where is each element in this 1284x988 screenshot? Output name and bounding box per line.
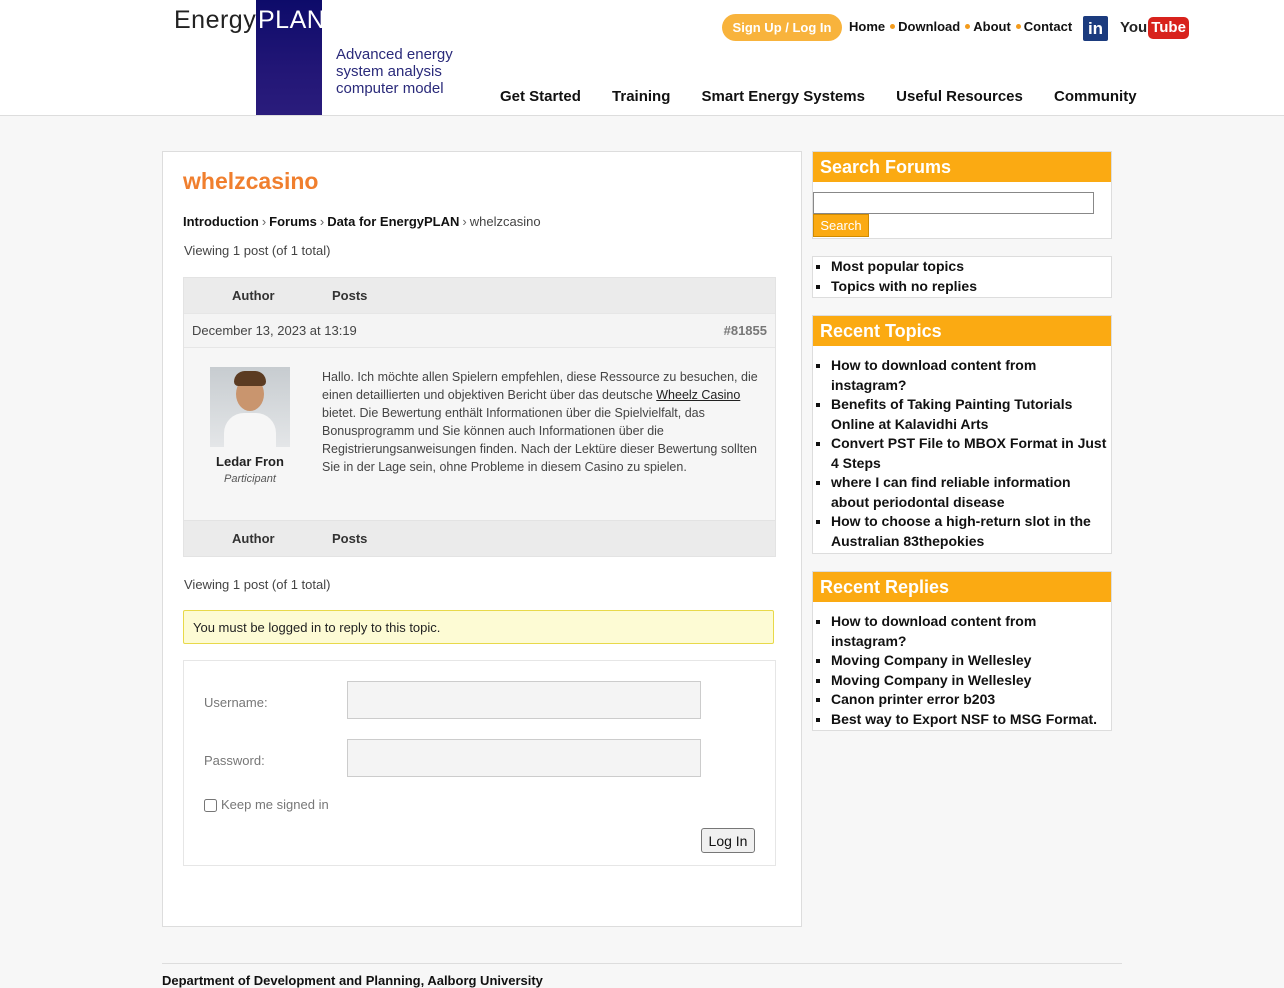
username-input[interactable] [347, 681, 701, 719]
nav-get-started[interactable]: Get Started [500, 88, 581, 105]
avatar[interactable] [210, 367, 290, 447]
recent-replies-list [813, 602, 1111, 729]
post-header [184, 313, 775, 347]
list-item[interactable] [831, 356, 1111, 395]
signup-login-button[interactable]: Sign Up / Log In [722, 14, 842, 41]
post-permalink[interactable]: #81855 [723, 323, 767, 338]
remember-me[interactable] [204, 797, 329, 812]
most-popular-topics-link[interactable]: Most popular topics [831, 258, 964, 274]
remember-me-checkbox[interactable] [204, 799, 217, 812]
breadcrumb-data-for-energyplan[interactable]: Data for EnergyPLAN [327, 214, 460, 229]
nav-community[interactable]: Community [1054, 88, 1137, 105]
breadcrumb-separator: › [261, 214, 267, 229]
list-item[interactable] [831, 671, 1111, 691]
top-link-download[interactable]: Download [898, 19, 961, 34]
footer-divider [162, 963, 1122, 964]
page-title: whelzcasino [183, 168, 319, 194]
tagline-line: system analysis [336, 63, 442, 80]
bullet-dot [890, 24, 895, 29]
breadcrumb-introduction[interactable]: Introduction [183, 214, 259, 229]
list-item[interactable] [831, 710, 1111, 730]
column-author: Author [232, 288, 275, 303]
footer-text: Department of Development and Planning, Aalborg University [162, 973, 543, 988]
recent-topics-widget [812, 315, 1112, 554]
avatar-hair [234, 371, 266, 386]
list-item[interactable] [831, 277, 1111, 297]
logo-energy-text[interactable]: Energy [174, 6, 257, 34]
forum-views-widget [812, 256, 1112, 298]
list-item[interactable] [831, 651, 1111, 671]
search-forums-widget [812, 151, 1112, 239]
recent-topics-title: Recent Topics [813, 316, 1111, 346]
author-name[interactable]: Ledar Fron [216, 454, 284, 469]
author-role: Participant [224, 473, 276, 485]
table-header [184, 278, 775, 313]
breadcrumb-current: whelzcasino [469, 214, 541, 229]
list-item[interactable] [831, 257, 1111, 277]
list-item[interactable] [831, 434, 1111, 473]
post-text [322, 368, 758, 476]
recent-topics-list [813, 346, 1111, 551]
search-forums-button[interactable]: Search [813, 214, 869, 237]
nav-training[interactable]: Training [612, 88, 671, 105]
bullet-dot [1016, 24, 1021, 29]
nav-useful-resources[interactable]: Useful Resources [896, 88, 1023, 105]
recent-replies-title: Recent Replies [813, 572, 1111, 602]
topic-posts-table [183, 277, 776, 557]
nav-smart-energy-systems[interactable]: Smart Energy Systems [701, 88, 865, 105]
login-required-notice: You must be logged in to reply to this topic. [183, 610, 774, 644]
list-item[interactable] [831, 395, 1111, 434]
list-item[interactable] [831, 512, 1111, 551]
breadcrumb-separator: › [462, 214, 467, 229]
search-forums-input[interactable] [813, 192, 1094, 214]
top-links [849, 19, 1072, 34]
remember-me-label: Keep me signed in [221, 797, 329, 812]
breadcrumb-separator: › [319, 214, 325, 229]
post-link-wheelz-casino[interactable]: Wheelz Casino [656, 388, 741, 402]
youtube-you: You [1120, 19, 1148, 36]
password-label: Password: [204, 753, 265, 768]
main-nav [500, 88, 1164, 105]
recent-topic-link[interactable]: How to download content from instagram? [831, 357, 1037, 393]
login-form [183, 660, 776, 866]
bullet-dot [965, 24, 970, 29]
viewing-count-bottom: Viewing 1 post (of 1 total) [184, 577, 331, 592]
list-item[interactable] [831, 612, 1111, 651]
top-link-home[interactable]: Home [849, 19, 886, 34]
recent-topic-link[interactable]: where I can find reliable information about periodontal disease [831, 474, 1071, 510]
linkedin-icon[interactable]: in [1083, 16, 1108, 41]
recent-replies-widget [812, 571, 1112, 731]
recent-reply-link[interactable]: Best way to Export NSF to MSG Format. [831, 710, 1098, 727]
recent-reply-link[interactable]: Moving Company in Wellesley [831, 671, 1032, 688]
recent-reply-link[interactable]: How to download content from instagram? [831, 613, 1037, 649]
forum-views-list [813, 257, 1111, 296]
table-footer [184, 520, 775, 556]
topic-content [162, 151, 802, 927]
search-forums-title: Search Forums [813, 152, 1111, 182]
top-link-about[interactable]: About [973, 19, 1011, 34]
username-label: Username: [204, 695, 268, 710]
youtube-icon[interactable] [1120, 17, 1189, 39]
password-input[interactable] [347, 739, 701, 777]
breadcrumb-forums[interactable]: Forums [269, 214, 317, 229]
logo-plan-text[interactable]: PLAN [258, 6, 326, 34]
list-item[interactable] [831, 690, 1111, 710]
post-date: December 13, 2023 at 13:19 [192, 323, 357, 338]
recent-topic-link[interactable]: Convert PST File to MBOX Format in Just 4 Steps [831, 435, 1107, 471]
breadcrumb [183, 214, 541, 229]
recent-topic-link[interactable]: Benefits of Taking Painting Tutorials Online at Kalavidhi Arts [831, 396, 1073, 432]
topics-no-replies-link[interactable]: Topics with no replies [831, 277, 977, 294]
column-posts: Posts [332, 531, 368, 546]
site-header [0, 0, 1284, 116]
top-link-contact[interactable]: Contact [1023, 19, 1073, 34]
recent-reply-link[interactable]: Canon printer error b203 [831, 691, 996, 707]
login-button[interactable]: Log In [701, 828, 755, 853]
column-posts: Posts [332, 288, 368, 303]
viewing-count-top: Viewing 1 post (of 1 total) [184, 243, 331, 258]
post-text-part: Hallo. Ich möchte allen Spielern empfehlen, diese Ressource zu besuchen, die einen detaillierten und objektiven Bericht über das deutsche [322, 370, 758, 402]
youtube-tube: Tube [1148, 17, 1189, 39]
recent-topic-link[interactable]: How to choose a high-return slot in the Australian 83thepokies [831, 513, 1091, 549]
avatar-shirt [224, 413, 276, 447]
tagline-line: Advanced energy [336, 46, 453, 63]
logo-tagline [336, 46, 453, 97]
list-item[interactable] [831, 473, 1111, 512]
post-body [184, 347, 775, 520]
post-text-part: bietet. Die Bewertung enthält Informationen über die Spielvielfalt, das Bonusprogramm und Sie können auch Informationen über die Registrierungsanweisungen finden. Nach der Lektüre dieser Bewertung sollten Sie in der Lage sein, ohne Probleme in diesem Casino zu spielen. [322, 406, 757, 474]
column-author: Author [232, 531, 275, 546]
tagline-line: computer model [336, 80, 444, 97]
recent-reply-link[interactable]: Moving Company in Wellesley [831, 652, 1032, 668]
